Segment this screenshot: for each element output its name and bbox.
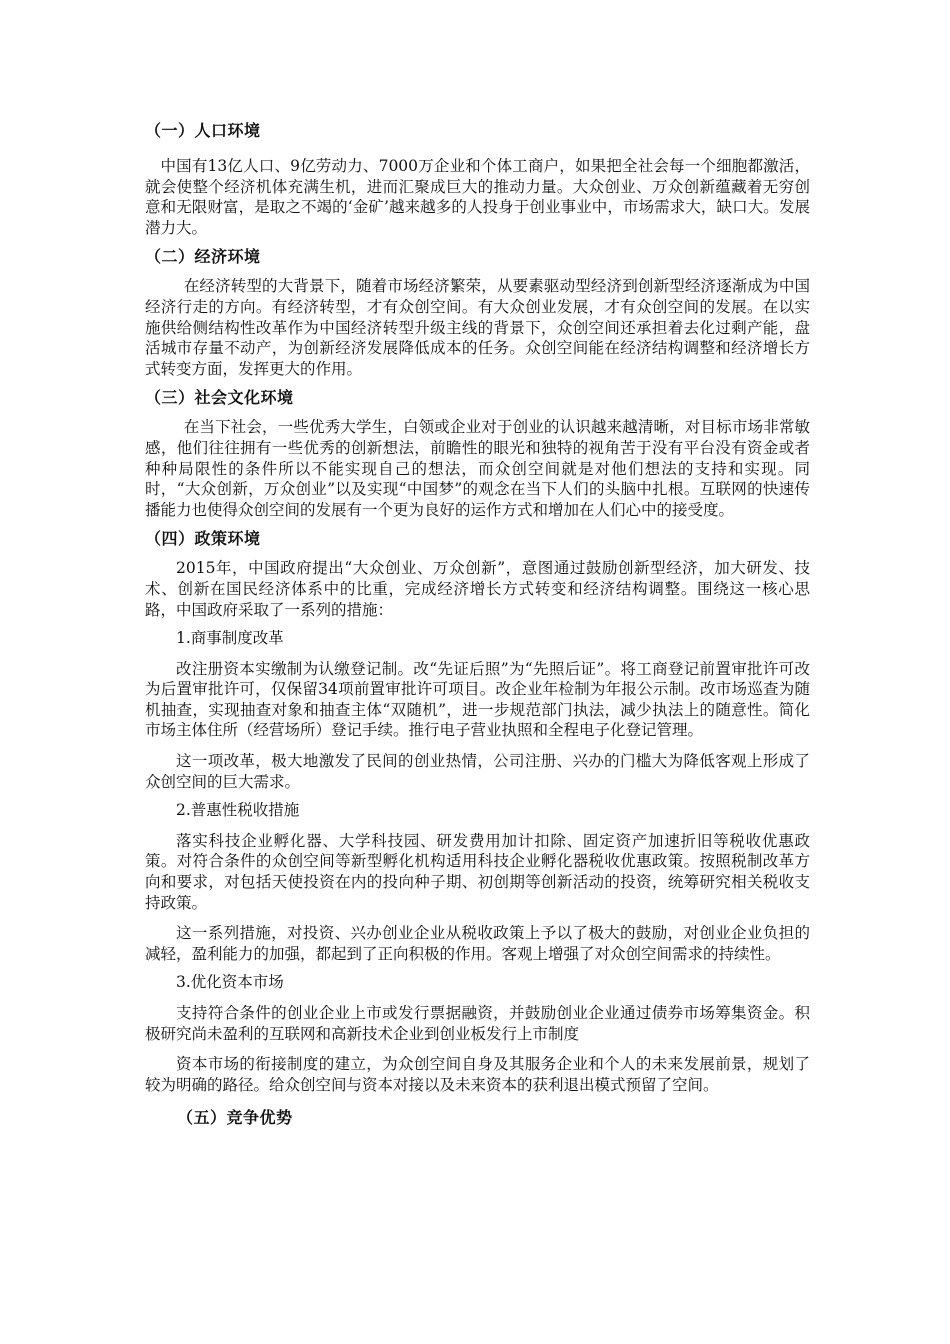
paragraph-policy-intro: 2015年，中国政府提出“大众创业、万众创新”，意图通过鼓励创新型经济，加大研发、技术、创新在国民经济体系中的比重，完成经济增长方式转变和经济结构调整。围绕这一核心思路，中国政府采取了一系列的措施：: [145, 559, 810, 619]
section-heading-economy: （二）经济环境: [145, 247, 261, 267]
paragraph-measure-1-a: 改注册资本实缴制为认缴登记制。改“先证后照”为“先照后证”。将工商登记前置审批许可改为后置审批许可，仅保留34项前置审批许可项目。改企业年检制为年报公示制。改市场巡查为随机抽查，实现抽查对象和抽查主体“双随机”，进一步规范部门执法，减少执法上的随意性。简化市场主体住所（经营场所）登记手续。推行电子营业执照和全程电子化登记管理。: [145, 659, 810, 740]
paragraph-measure-3-a: 支持符合条件的创业企业上市或发行票据融资，并鼓励创业企业通过债券市场筹集资金。积极研究尚未盈利的互联网和高新技术企业到创业板发行上市制度: [145, 1004, 810, 1043]
paragraph-measure-3-b: 资本市场的衔接制度的建立，为众创空间自身及其服务企业和个人的未来发展前景，规划了较为明确的路径。给众创空间与资本对接以及未来资本的获利退出模式预留了空间。: [145, 1055, 810, 1094]
section-heading-competition: （五）竞争优势: [177, 1108, 293, 1128]
paragraph-population: 中国有13亿人口、9亿劳动力、7000万企业和个体工商户，如果把全社会每一个细胞都激活，就会使整个经济机体充满生机，进而汇聚成巨大的推动力量。大众创业、万众创新蕴藏着无穷创意和无限财富，是取之不竭的‘金矿’越来越多的人投身于创业事业中，市场需求大，缺口大。发展潜力大。: [145, 157, 810, 237]
section-heading-policy: （四）政策环境: [145, 529, 261, 549]
section-heading-culture: （三）社会文化环境: [145, 388, 294, 408]
section-heading-population: （一）人口环境: [145, 121, 261, 140]
measure-title-2: 2.普惠性税收措施: [176, 801, 300, 820]
paragraph-measure-2-b: 这一系列措施，对投资、兴办创业企业从税收政策上予以了极大的鼓励，对创业企业负担的减轻，盈利能力的加强，都起到了正向积极的作用。客观上增强了对众创空间需求的持续性。: [145, 924, 810, 963]
paragraph-measure-2-a: 落实科技企业孵化器、大学科技园、研发费用加计扣除、固定资产加速折旧等税收优惠政策。对符合条件的众创空间等新型孵化机构适用科技企业孵化器税收优惠政策。按照税制改革方向和要求，对包括天使投资在内的投向种子期、初创期等创新活动的投资，统筹研究相关税收支持政策。: [145, 831, 810, 912]
paragraph-economy: 在经济转型的大背景下，随着市场经济繁荣，从要素驱动型经济到创新型经济逐渐成为中国经济行走的方向。有经济转型，才有众创空间。有大众创业发展，才有众创空间的发展。在以实施供给侧结构性改革作为中国经济转型升级主线的背景下，众创空间还承担着去化过剩产能，盘活城市存量不动产，为创新经济发展降低成本的任务。众创空间能在经济结构调整和经济增长方式转变方面，发挥更大的作用。: [145, 277, 810, 378]
paragraph-culture: 在当下社会，一些优秀大学生，白领或企业对于创业的认识越来越清晰，对目标市场非常敏感，他们往往拥有一些优秀的创新想法，前瞻性的眼光和独特的视角苦于没有平台没有资金或者种种局限性的条件所以不能实现自己的想法，而众创空间就是对他们想法的支持和实现。同时，“大众创新，万众创业”以及实现“中国梦”的观念在当下人们的头脑中扎根。互联网的快速传播能力也使得众创空间的发展有一个更为良好的运作方式和增加在人们心中的接受度。: [145, 418, 810, 519]
measure-title-1: 1.商事制度改革: [176, 629, 284, 648]
paragraph-measure-1-b: 这一项改革，极大地激发了民间的创业热情，公司注册、兴办的门槛大为降低客观上形成了众创空间的巨大需求。: [145, 752, 810, 791]
document-body: [145, 118, 810, 1129]
measure-title-3: 3.优化资本市场: [176, 973, 284, 992]
